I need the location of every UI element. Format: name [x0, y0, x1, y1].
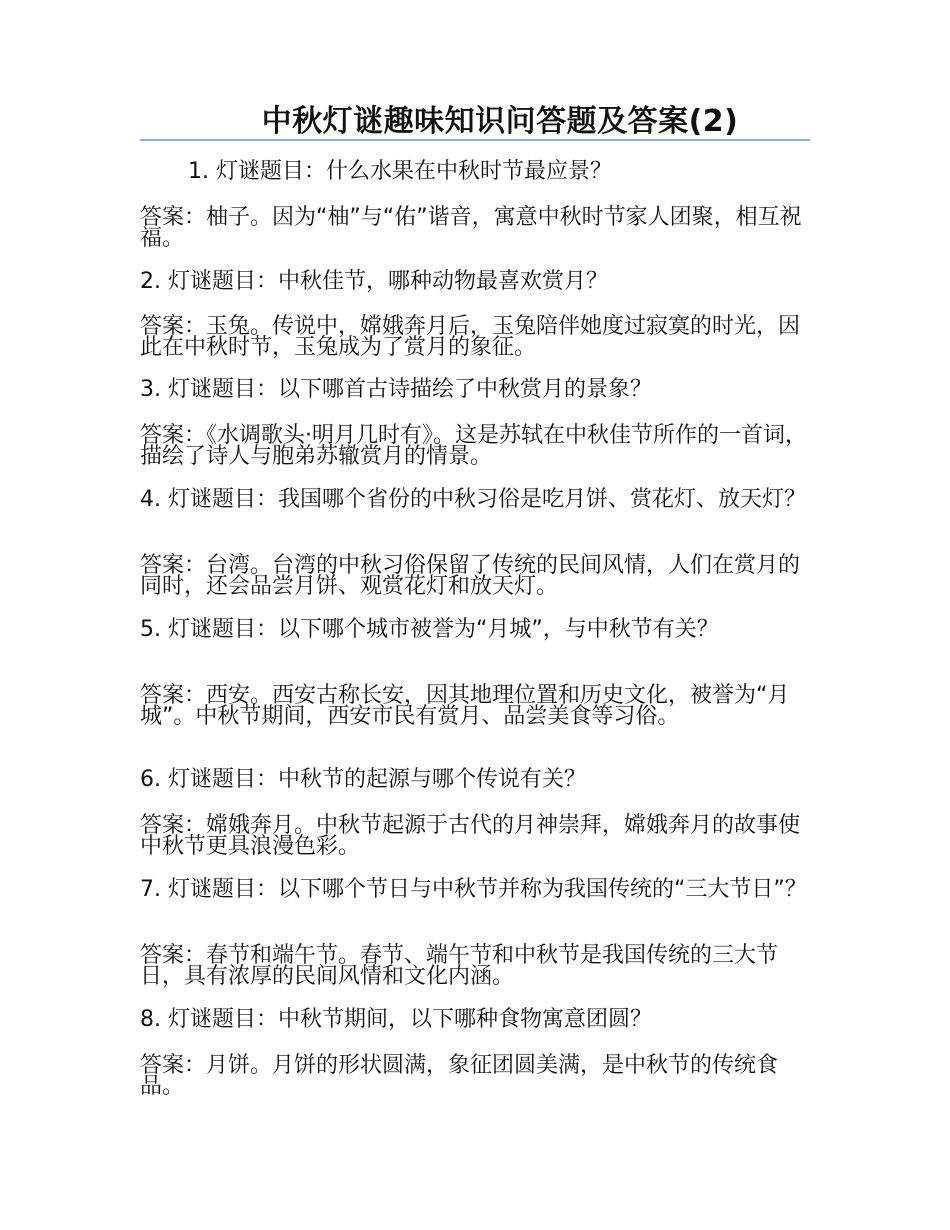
qa-answer-block-3 — [140, 425, 812, 467]
question-3: 3. 灯谜题目：以下哪首古诗描绘了中秋赏月的景象？ — [140, 377, 652, 402]
question-5: 5. 灯谜题目：以下哪个城市被誉为“月城”，与中秋节有关？ — [140, 617, 719, 642]
qa-item-7 — [140, 878, 812, 902]
question-2: 2. 灯谜题目：中秋佳节，哪种动物最喜欢赏月？ — [140, 269, 608, 294]
answer-6: 答案：嫦娥奔月。中秋节起源于古代的月神崇拜，嫦娥奔月的故事使中秋节更具浪漫色彩。 — [140, 813, 801, 859]
question-7: 7. 灯谜题目：以下哪个节日与中秋节并称为我国传统的“三大节日”？ — [140, 877, 807, 902]
qa-item-8 — [140, 1008, 812, 1032]
question-1: 1. 灯谜题目：什么水果在中秋时节最应景？ — [188, 159, 612, 184]
qa-answer-block-4 — [140, 555, 812, 597]
qa-item-3 — [140, 378, 812, 402]
qa-item-5 — [140, 618, 812, 642]
answer-2: 答案：玉兔。传说中，嫦娥奔月后，玉兔陪伴她度过寂寞的时光，因此在中秋时节，玉兔成为了赏月的象征。 — [140, 314, 801, 360]
answer-7: 答案：春节和端午节。春节、端午节和中秋节是我国传统的三大节日，具有浓厚的民间风情和文化内涵。 — [140, 943, 779, 989]
qa-answer-block-6 — [140, 815, 812, 857]
question-4: 4. 灯谜题目：我国哪个省份的中秋习俗是吃月饼、赏花灯、放天灯？ — [140, 487, 806, 512]
answer-5: 答案：西安。西安古称长安，因其地理位置和历史文化，被誉为“月城”。中秋节期间，西安市民有赏月、品尝美食等习俗。 — [140, 683, 790, 729]
qa-item-1 — [140, 160, 812, 184]
document-title: 中秋灯谜趣味知识问答题及答案(2) — [261, 104, 739, 139]
answer-3: 答案：《水调歌头·明月几时有》。这是苏轼在中秋佳节所作的一首词，描绘了诗人与胞弟苏辙赏月的情景。 — [140, 423, 807, 469]
qa-answer-block-2 — [140, 316, 812, 358]
title-underline — [140, 139, 810, 141]
qa-item-2 — [140, 270, 812, 294]
qa-answer-block-8 — [140, 1055, 812, 1097]
answer-4: 答案：台湾。台湾的中秋习俗保留了传统的民间风情，人们在赏月的同时，还会品尝月饼、观赏花灯和放天灯。 — [140, 553, 801, 599]
question-8: 8. 灯谜题目：中秋节期间，以下哪种食物寓意团圆？ — [140, 1007, 652, 1032]
qa-answer-block-1 — [140, 207, 812, 249]
qa-item-6 — [140, 768, 812, 792]
answer-1: 答案：柚子。因为“柚”与“佑”谐音，寓意中秋时节家人团聚，相互祝福。 — [140, 205, 802, 251]
answer-8: 答案：月饼。月饼的形状圆满，象征团圆美满，是中秋节的传统食品。 — [140, 1053, 779, 1099]
qa-answer-block-5 — [140, 685, 812, 727]
qa-answer-block-7 — [140, 945, 812, 987]
qa-item-4 — [140, 488, 812, 512]
question-6: 6. 灯谜题目：中秋节的起源与哪个传说有关？ — [140, 767, 586, 792]
